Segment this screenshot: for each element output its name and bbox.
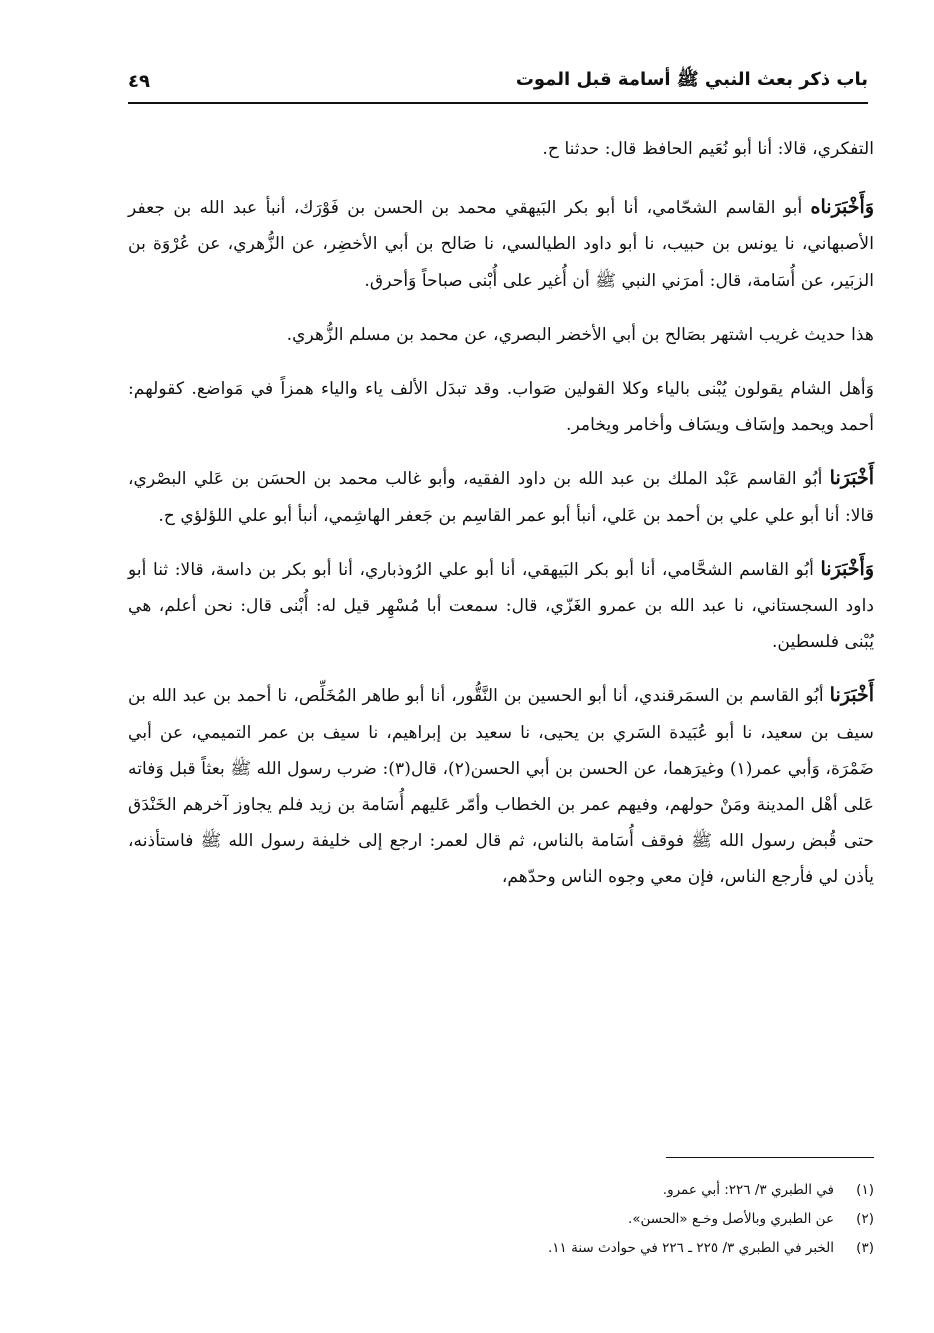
main-text [128,130,874,913]
paragraph-lead: وَأَخْبَرَناه [810,196,874,219]
paragraph-lead: أَخْبَرَنا [829,467,874,490]
paragraph [128,370,874,443]
paragraph-text: التفكري، قالا: أنا أبو نُعَيم الحافظ قال: حدثنا ح. [542,139,874,159]
paragraph [128,551,874,661]
footnote [128,1205,874,1234]
footnote-text: عن الطبري وبالأصل وخـع «الحسن». [627,1211,834,1227]
paragraph [128,460,874,533]
paragraph-text: وَأهل الشام يقولون يُبْنى بالياء وكلا القولين صَواب. وقد تبدَل الألف ياء والياء همزاً في مَواضع. كقولهم: أحمد ويحمد وإسَاف ويسَاف وأخامر ويخامر. [128,379,874,436]
chapter-title: باب ذكر بعث النبي ﷺ أسامة قبل الموت [515,69,868,90]
paragraph [128,316,874,353]
paragraph-text: أبُو القاسم عَبْد الملك بن عبد الله بن داود الفقيه، وأبو غالب محمد بن الحسَن بن عَلي البصْري، قالا: أنا أبو علي علي بن أحمد بن عَلي، أنبأ أبو عمر القاسِم بن جَعفر الهاشِمي، أنبأ أبو علي اللؤلؤي ح. [128,469,874,526]
paragraph-text: أبُو القاسم بن السمَرقندي، أنا أبو الحسين بن النَّقُّور، أنا أبو طاهر المُخَلِّص، نا أحمد بن عبد الله بن سيف بن سعيد، نا أبو عُبَيدة السَري بن يحيى، نا سعيد بن إبراهيم، نا سيف بن عمر التميمي، عن أبي ضَمْرَة، وَأبي عمر(١) وغيرَهما، عن الحسن بن أبي الحسن(٢)، قال(٣): ضرب رسول الله ﷺ بعثاً قبل وَفاته عَلى أهْل المدينة ومَنْ حولهم، وفيهم عمر بن الخطاب وأمّر عَليهم أُسَامة بن زيد فلم يجاوز آخرهم الخَنْدَق حتى قُبض رسول الله ﷺ فوقف أُسَامة بالناس، ثم قال لعمر: ارجع إلى خليفة رسول الله ﷺ فاستأذنه، يأذن لي فأرجع الناس، فإن معي وجوه الناس وحدّهم، [128,686,874,888]
running-header [128,60,868,104]
footnotes [128,1176,874,1263]
paragraph-lead: أَخْبَرَنا [829,684,874,707]
paragraph [128,189,874,299]
paragraph-text: هذا حديث غريب اشتهر بصَالح بن أبي الأخضر البصري، عن محمد بن مسلم الزُّهري. [286,324,874,345]
paragraph [128,677,874,895]
footnote-text: في الطبري ٣/ ٢٢٦: أبي عمرو. [662,1182,834,1198]
paragraph-text: أبو القاسم الشحّامي، أنا أبو بكر البَيهقي محمد بن الحسن بن فَوْرَك، أنبأ عبد الله بن جعفر الأصبهاني، نا يونس بن حبيب، نا أبو داود الطيالسي، نا صَالح بن أبي الأخضِر، عن الزُّهري، عن عُرْوَة بن الزبَير، عن أُسَامة، قال: أمرَني النبي ﷺ أن أُغير على أُبْنى صباحاً وَأحرق. [128,198,874,291]
paragraph-text: أبُو القاسم الشحَّامي، أنا أبو بكر البَيهقي، أنا أبو علي الرُوذباري، أنا أبو بكر بن داسة، قالا: ثنا أبو داود السجستاني، نا عبد الله بن عمرو الغَزّي، قال: سمعت أبا مُسْهِر قيل له: أُبْنى قال: نحن أعلم، هي يُبْنى فلسطين. [128,559,874,653]
paragraph [128,130,874,167]
footnote [128,1176,874,1205]
page-number: ٤٩ [128,70,150,92]
footnote-number: (٣) [856,1240,874,1256]
footnote-number: (١) [856,1182,874,1198]
paragraph-lead: وَأَخْبَرَنا [820,557,874,580]
footnote-divider [666,1157,874,1158]
footnote [128,1234,874,1263]
footnote-number: (٢) [856,1211,874,1227]
footnote-text: الخبر في الطبري ٣/ ٢٢٥ ـ ٢٢٦ في حوادث سنة ١١. [547,1240,834,1256]
